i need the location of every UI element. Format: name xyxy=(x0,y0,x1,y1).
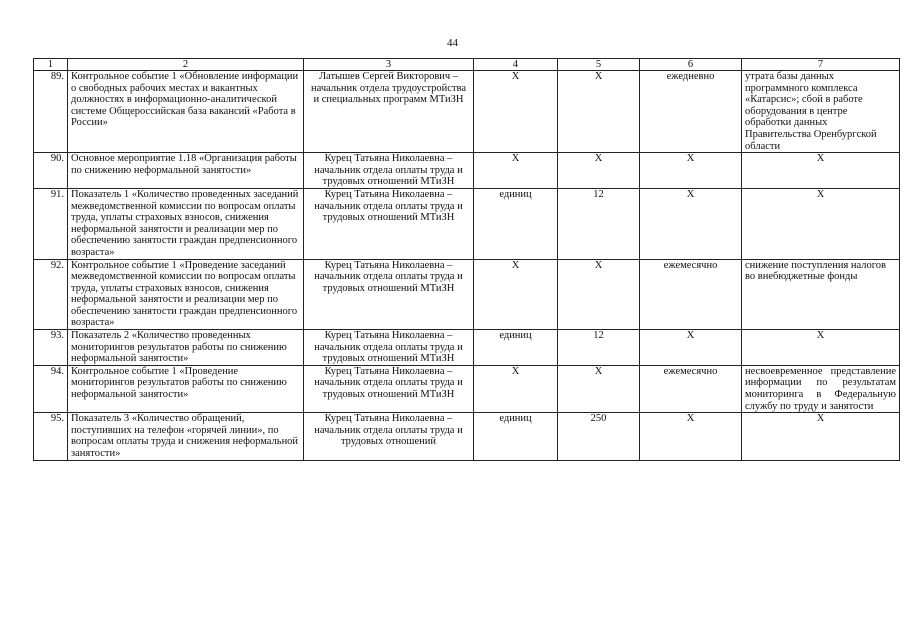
table-row xyxy=(34,365,900,412)
col4-value: единиц xyxy=(474,188,558,259)
risk-description: несвоевременное представление информации по результатам мониторинга в Федеральную службу по труду и занятости xyxy=(742,365,900,412)
col4-value: единиц xyxy=(474,413,558,461)
event-name: Показатель 1 «Количество проведенных заседаний межведомственной комиссии по вопросам оплаты труда, уплаты страховых взносов, снижения неформальной занятости и реализации мер по обеспечению занятости граждан предпенсионного возраста» xyxy=(68,188,304,259)
responsible-person: Курец Татьяна Николаевна – начальник отдела оплаты труда и трудовых отношений МТиЗН xyxy=(304,330,474,366)
header-col-2: 2 xyxy=(68,59,304,71)
header-col-7: 7 xyxy=(742,59,900,71)
col4-value: X xyxy=(474,71,558,153)
responsible-person: Курец Татьяна Николаевна – начальник отдела оплаты труда и трудовых отношений xyxy=(304,413,474,461)
row-number: 90. xyxy=(34,153,68,189)
table-row xyxy=(34,71,900,153)
table-row xyxy=(34,153,900,189)
col5-value: X xyxy=(558,153,640,189)
row-number: 91. xyxy=(34,188,68,259)
page-number: 44 xyxy=(447,37,458,49)
event-name: Контрольное событие 1 «Проведение мониторингов результатов работы по снижению неформальной занятости» xyxy=(68,365,304,412)
table-row xyxy=(34,188,900,259)
header-col-6: 6 xyxy=(640,59,742,71)
plan-table xyxy=(33,58,900,461)
col5-value: 250 xyxy=(558,413,640,461)
header-col-5: 5 xyxy=(558,59,640,71)
risk-description: снижение поступления налогов во внебюджетные фонды xyxy=(742,259,900,330)
risk-description: X xyxy=(742,153,900,189)
col6-value: X xyxy=(640,153,742,189)
responsible-person: Курец Татьяна Николаевна – начальник отдела оплаты труда и трудовых отношений МТиЗН xyxy=(304,259,474,330)
event-name: Основное мероприятие 1.18 «Организация работы по снижению неформальной занятости» xyxy=(68,153,304,189)
col6-value: ежедневно xyxy=(640,71,742,153)
row-number: 93. xyxy=(34,330,68,366)
event-name: Показатель 3 «Количество обращений, поступивших на телефон «горячей линии», по вопросам оплаты труда и снижения неформальной занятости» xyxy=(68,413,304,461)
col6-value: ежемесячно xyxy=(640,365,742,412)
col4-value: единиц xyxy=(474,330,558,366)
responsible-person: Курец Татьяна Николаевна – начальник отдела оплаты труда и трудовых отношений МТиЗН xyxy=(304,188,474,259)
row-number: 92. xyxy=(34,259,68,330)
risk-description: X xyxy=(742,413,900,461)
col5-value: X xyxy=(558,71,640,153)
header-col-4: 4 xyxy=(474,59,558,71)
col5-value: X xyxy=(558,259,640,330)
risk-description: X xyxy=(742,330,900,366)
col4-value: X xyxy=(474,153,558,189)
col6-value: X xyxy=(640,330,742,366)
col5-value: X xyxy=(558,365,640,412)
risk-description: утрата базы данных программного комплекса «Катарсис»; сбой в работе оборудования в центре обработки данных Правительства Оренбургской области xyxy=(742,71,900,153)
col5-value: 12 xyxy=(558,188,640,259)
responsible-person: Латышев Сергей Викторович – начальник отдела трудоустройства и специальных программ МТиЗН xyxy=(304,71,474,153)
col4-value: X xyxy=(474,259,558,330)
responsible-person: Курец Татьяна Николаевна – начальник отдела оплаты труда и трудовых отношений МТиЗН xyxy=(304,365,474,412)
col4-value: X xyxy=(474,365,558,412)
col6-value: X xyxy=(640,413,742,461)
header-col-3: 3 xyxy=(304,59,474,71)
row-number: 94. xyxy=(34,365,68,412)
event-name: Контрольное событие 1 «Проведение заседаний межведомственной комиссии по вопросам оплаты труда, уплаты страховых взносов, снижения неформальной занятости и реализации мер по обеспечению занятости граждан предпенсионного возраста» xyxy=(68,259,304,330)
col6-value: X xyxy=(640,188,742,259)
event-name: Контрольное событие 1 «Обновление информации о свободных рабочих местах и вакантных должностях в информационно-аналитической системе Общероссийская база вакансий «Работа в России» xyxy=(68,71,304,153)
responsible-person: Курец Татьяна Николаевна – начальник отдела оплаты труда и трудовых отношений МТиЗН xyxy=(304,153,474,189)
header-col-1: 1 xyxy=(34,59,68,71)
event-name: Показатель 2 «Количество проведенных мониторингов результатов работы по снижению неформальной занятости» xyxy=(68,330,304,366)
table-row xyxy=(34,259,900,330)
table-row xyxy=(34,413,900,461)
col5-value: 12 xyxy=(558,330,640,366)
row-number: 95. xyxy=(34,413,68,461)
table-row xyxy=(34,330,900,366)
col6-value: ежемесячно xyxy=(640,259,742,330)
row-number: 89. xyxy=(34,71,68,153)
header-row xyxy=(34,59,900,71)
risk-description: X xyxy=(742,188,900,259)
